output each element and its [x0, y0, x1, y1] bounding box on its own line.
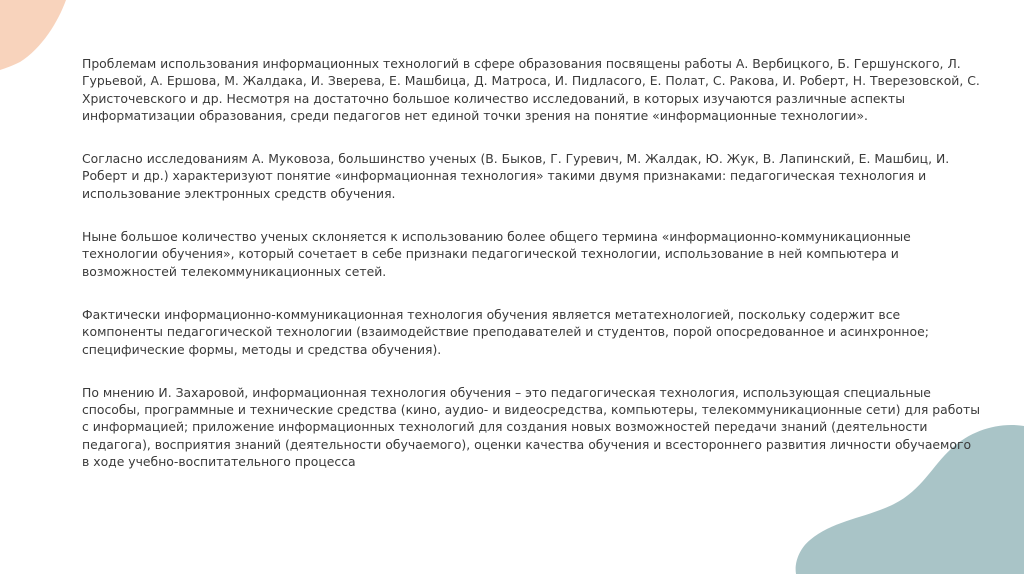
text-content [82, 55, 982, 496]
paragraph-2: Согласно исследованиям А. Муковоза, большинство ученых (В. Быков, Г. Гуревич, М. Жалдак, Ю. Жук, В. Лапинский, Е. Машбиц, И. Роберт и др.) характеризуют понятие «информационная технология» такими двумя признаками: педагогическая технология и использование электронных средств обучения. [82, 151, 950, 201]
peach-corner-shape [0, 0, 70, 70]
paragraph-1: Проблемам использования информационных технологий в сфере образования посвящены работы А. Вербицкого, Б. Гершунского, Л. Гурьевой, А. Ершова, М. Жалдака, И. Зверева, Е. Машбица, Д. Матроса, И. Пидласого, Е. Полат, С. Ракова, И. Роберт, Н. Тверезовской, С. Христочевского и др. Несмотря на достаточно большое количество исследований, в которых изучаются различные аспекты информатизации образования, среди педагогов нет единой точки зрения на понятие «информационные технологии». [82, 56, 980, 123]
paragraph-5: По мнению И. Захаровой, информационная технология обучения – это педагогическая технология, использующая специальные способы, программные и технические средства (кино, аудио- и видеосредства, компьютеры, телекоммуникационные сети) для работы с информацией; приложение информационных технологий для создания новых возможностей передачи знаний (деятельности педагога), восприятия знаний (деятельности обучаемого), оценки качества обучения и всестороннего развития личности обучаемого в ходе учебно-воспитательного процесса [82, 384, 980, 470]
paragraph-3: Ныне большое количество ученых склоняется к использованию более общего термина «информационно-коммуникационные технологии обучения», который сочетает в себе признаки педагогической технологии, использование в ней компьютера и возможностей телекоммуникационных сетей. [82, 229, 911, 279]
paragraph-4: Фактически информационно-коммуникационная технология обучения является метатехнологией, поскольку содержит все компоненты педагогической технологии (взаимодействие преподавателей и студентов, порой опосредованное и асинхронное; специфические формы, методы и средства обучения). [82, 306, 929, 357]
